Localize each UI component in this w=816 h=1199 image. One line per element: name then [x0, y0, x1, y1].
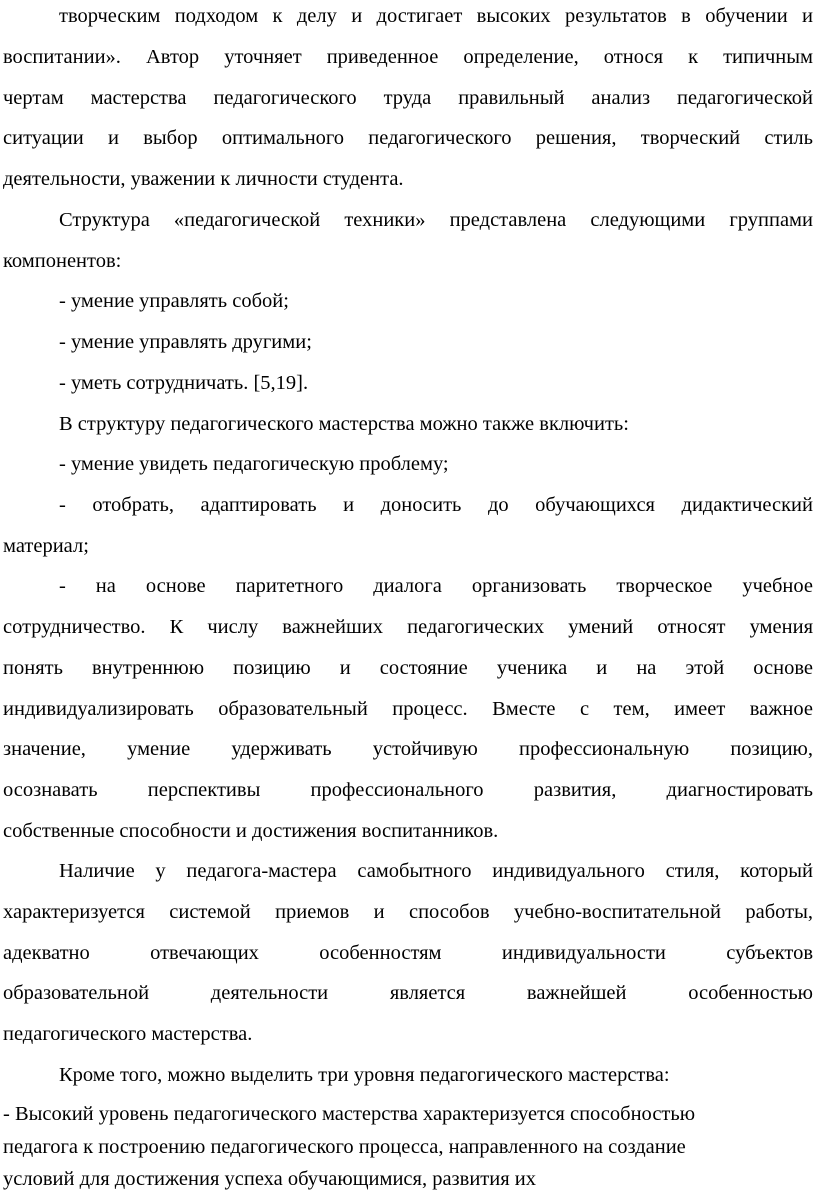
text-line: сотрудничество. К числу важнейших педагогических умений относят умения — [3, 616, 813, 638]
text-line: Наличие у педагога-мастера самобытного индивидуального стиля, который — [59, 860, 813, 882]
text-line: педагога к построению педагогического процесса, направленного на создание — [3, 1136, 686, 1158]
text-line: образовательной деятельности является важнейшей особенностью — [3, 982, 813, 1004]
text-line: материал; — [3, 535, 89, 557]
list-item: - умение увидеть педагогическую проблему; — [59, 453, 449, 475]
text-line: Структура «педагогической техники» представлена следующими группами — [59, 209, 813, 231]
list-item: - на основе паритетного диалога организовать творческое учебное — [59, 575, 813, 597]
text-line: ситуации и выбор оптимального педагогического решения, творческий стиль — [3, 127, 813, 149]
text-line: деятельности, уважении к личности студента. — [3, 168, 404, 190]
text-line: условий для достижения успеха обучающимися, развития их — [3, 1168, 536, 1190]
list-item: - Высокий уровень педагогического мастерства характеризуется способностью — [3, 1103, 696, 1125]
text-line: осознавать перспективы профессионального развития, диагностировать — [3, 779, 813, 801]
text-line: творческим подходом к делу и достигает высоких результатов в обучении и — [59, 5, 813, 27]
text-line: воспитании». Автор уточняет приведенное определение, относя к типичным — [3, 46, 813, 68]
list-item: - отобрать, адаптировать и доносить до обучающихся дидактический — [59, 494, 813, 516]
list-item: - умение управлять другими; — [59, 331, 312, 353]
text-line: индивидуализировать образовательный процесс. Вместе с тем, имеет важное — [3, 698, 813, 720]
text-line: адекватно отвечающих особенностям индивидуальности субъектов — [3, 942, 813, 964]
text-line: чертам мастерства педагогического труда правильный анализ педагогической — [3, 87, 813, 109]
text-line: педагогического мастерства. — [3, 1023, 253, 1045]
text-line: Кроме того, можно выделить три уровня педагогического мастерства: — [59, 1064, 670, 1086]
list-item: - умение управлять собой; — [59, 290, 289, 312]
text-line: В структуру педагогического мастерства можно также включить: — [59, 413, 629, 435]
text-line: компонентов: — [3, 250, 122, 272]
list-item: - уметь сотрудничать. [5,19]. — [59, 372, 309, 394]
text-line: значение, умение удерживать устойчивую профессиональную позицию, — [3, 738, 813, 760]
text-line: собственные способности и достижения воспитанников. — [3, 820, 499, 842]
text-line: понять внутреннюю позицию и состояние ученика и на этой основе — [3, 657, 813, 679]
text-line: характеризуется системой приемов и способов учебно-воспитательной работы, — [3, 901, 813, 923]
